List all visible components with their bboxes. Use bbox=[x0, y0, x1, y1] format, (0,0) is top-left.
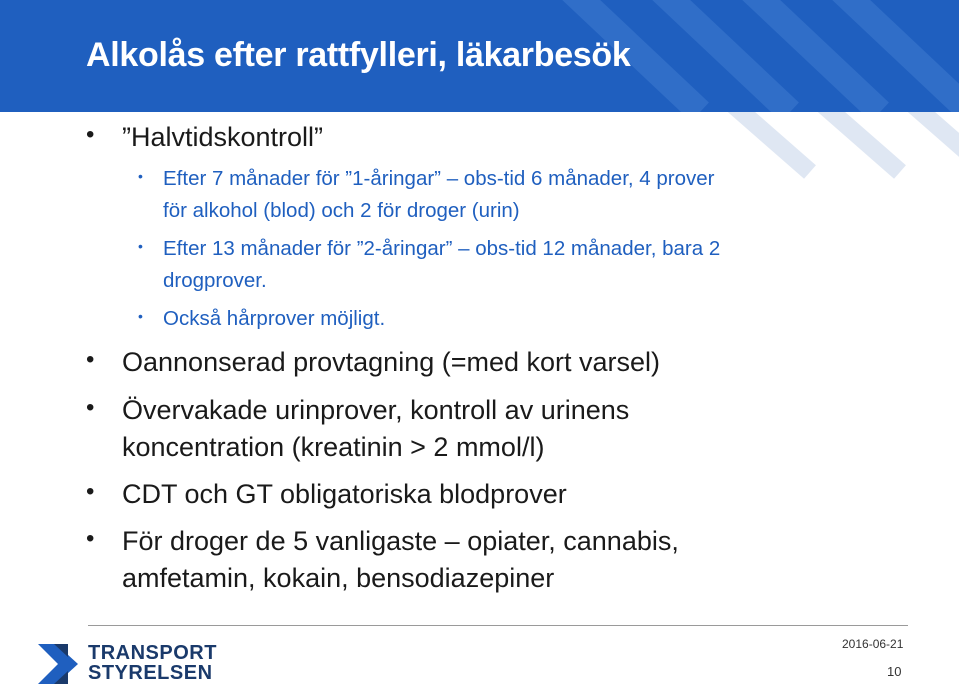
sub-bullet-2-line1: Efter 13 månader för ”2-åringar” – obs-tid 12 månader, bara 2 bbox=[163, 237, 721, 260]
logo-line-transport: TRANSPORT bbox=[88, 642, 217, 664]
logo-line-styrelsen: STYRELSEN bbox=[88, 662, 213, 684]
bullet-icon: • bbox=[86, 394, 95, 421]
sub-bullet-icon: • bbox=[138, 308, 143, 324]
title-bar bbox=[0, 0, 959, 112]
bullet-icon: • bbox=[86, 346, 95, 373]
sub-bullet-1-line1: Efter 7 månader för ”1-åringar” – obs-tid 6 månader, 4 prover bbox=[163, 167, 715, 190]
corner-decoration bbox=[700, 112, 959, 192]
bullet-droger-line1: För droger de 5 vanligaste – opiater, cannabis, bbox=[122, 526, 679, 556]
sub-bullet-2-line2: drogprover. bbox=[163, 269, 267, 292]
slide-title: Alkolås efter rattfylleri, läkarbesök bbox=[86, 36, 631, 74]
sub-bullet-icon: • bbox=[138, 238, 143, 254]
logo-wordmark bbox=[88, 643, 217, 683]
bullet-icon: • bbox=[86, 478, 95, 505]
footer-date: 2016-06-21 bbox=[842, 637, 904, 651]
bullet-urinprover-line1: Övervakade urinprover, kontroll av urinens bbox=[122, 395, 630, 425]
bullet-cdt-gt: CDT och GT obligatoriska blodprover bbox=[122, 479, 567, 509]
bullet-urinprover-line2: koncentration (kreatinin > 2 mmol/l) bbox=[122, 432, 545, 462]
sub-bullet-icon: • bbox=[138, 168, 143, 184]
page-number: 10 bbox=[887, 664, 902, 679]
sub-bullet-3: Också hårprover möjligt. bbox=[163, 307, 386, 330]
footer-divider bbox=[88, 625, 908, 626]
bullet-icon: • bbox=[86, 525, 95, 552]
sub-bullet-1-line2: för alkohol (blod) och 2 för droger (urin) bbox=[163, 199, 520, 222]
bullet-oannonserad: Oannonserad provtagning (=med kort varsel) bbox=[122, 347, 661, 377]
bullet-halvtidskontroll: ”Halvtidskontroll” bbox=[122, 122, 324, 152]
transportstyrelsen-logo-icon bbox=[38, 644, 80, 684]
bullet-icon: • bbox=[86, 121, 95, 148]
bullet-droger-line2: amfetamin, kokain, bensodiazepiner bbox=[122, 563, 555, 593]
